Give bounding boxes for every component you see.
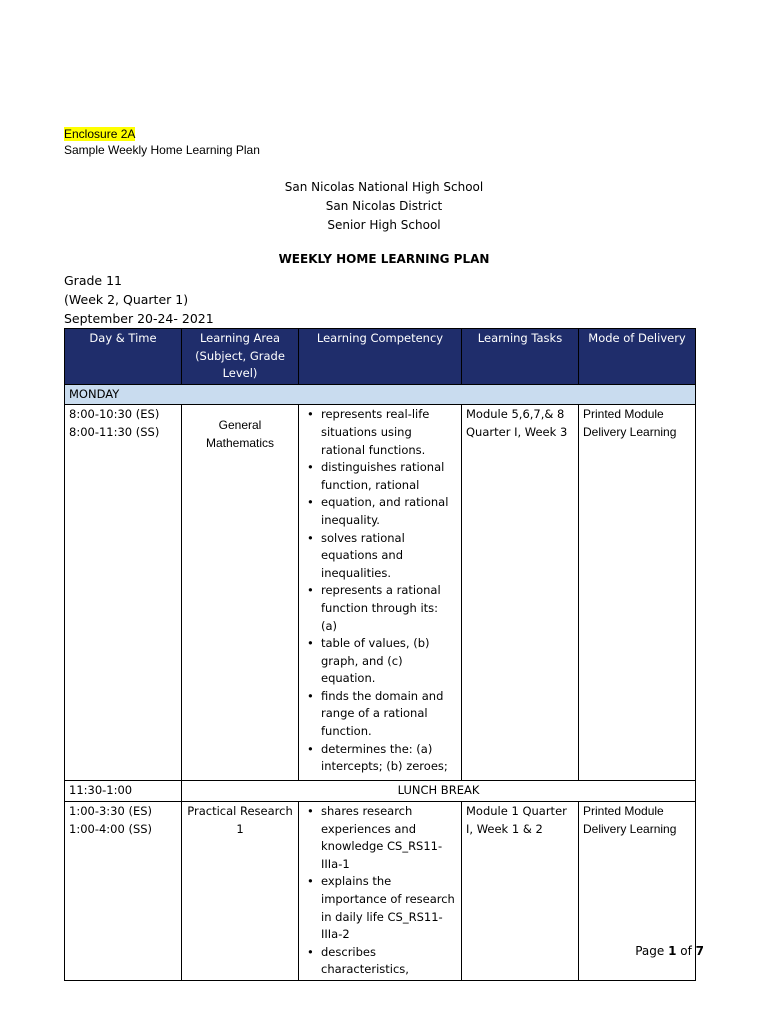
competency-item: • equation, and rational inequality. [303, 494, 457, 529]
competency-item: • determines the: (a) intercepts; (b) zeroes; [303, 741, 457, 776]
time-es: 1:00-3:30 (ES) [69, 803, 152, 818]
mode-of-delivery-cell: Printed Module Delivery Learning [579, 405, 696, 781]
competency-cell [299, 801, 462, 980]
day-label: MONDAY [65, 384, 696, 405]
sample-title: Sample Weekly Home Learning Plan [64, 143, 260, 157]
competency-item: • finds the domain and range of a rational function. [303, 688, 457, 741]
time-ss: 1:00-4:00 (SS) [69, 821, 153, 836]
time-cell [65, 405, 182, 781]
lunch-time: 11:30-1:00 [65, 781, 182, 802]
date-range: September 20-24- 2021 [64, 311, 214, 326]
mode-of-delivery-cell: Printed Module Delivery Learning [579, 801, 696, 980]
learning-tasks-cell: Module 1 Quarter I, Week 1 & 2 [462, 801, 579, 980]
school-district: San Nicolas District [325, 199, 443, 213]
table-row [65, 405, 696, 781]
competency-item: • represents a rational function through its: (a) [303, 582, 457, 635]
competency-item: • explains the importance of research in daily life CS_RS11- IIIa-2 [303, 873, 457, 943]
time-es: 8:00-10:30 (ES) [69, 407, 160, 422]
competency-item: • shares research experiences and knowledge CS_RS11-IIIa-1 [303, 803, 457, 873]
competency-item: • describes characteristics, [303, 944, 457, 979]
lunch-label: LUNCH BREAK [182, 781, 696, 802]
page-number: Page 1 of 7 [635, 944, 704, 958]
time-cell [65, 801, 182, 980]
lunch-row [65, 781, 696, 802]
school-level: Senior High School [327, 218, 441, 232]
header-day-time: Day & Time [65, 329, 182, 385]
current-page: 1 [668, 944, 677, 958]
header-mode-of-delivery: Mode of Delivery [579, 329, 696, 385]
time-ss: 8:00-11:30 (SS) [69, 424, 160, 439]
header-learning-area: Learning Area (Subject, Grade Level) [182, 329, 299, 385]
header-learning-tasks: Learning Tasks [462, 329, 579, 385]
competency-item: • solves rational equations and inequalities. [303, 530, 457, 583]
competency-item: • table of values, (b) graph, and (c) equation. [303, 635, 457, 688]
table-header-row [65, 329, 696, 385]
table-row [65, 801, 696, 980]
total-pages: 7 [695, 944, 704, 958]
header-learning-competency: Learning Competency [299, 329, 462, 385]
competency-item: • represents real-life situations using rational functions. [303, 406, 457, 459]
learning-plan-table [64, 328, 696, 981]
learning-area-cell: Practical Research 1 [182, 801, 299, 980]
school-header [0, 178, 768, 235]
grade: Grade 11 [64, 273, 122, 288]
competency-cell [299, 405, 462, 781]
enclosure-label: Enclosure 2A [64, 127, 136, 141]
day-row [65, 384, 696, 405]
school-name: San Nicolas National High School [284, 180, 484, 194]
plan-title: WEEKLY HOME LEARNING PLAN [278, 252, 490, 266]
competency-item: • distinguishes rational function, rational [303, 459, 457, 494]
week-quarter: (Week 2, Quarter 1) [64, 292, 189, 307]
learning-tasks-cell: Module 5,6,7,& 8 Quarter I, Week 3 [462, 405, 579, 781]
learning-area-cell: General Mathematics [182, 405, 299, 781]
grade-block [64, 271, 214, 328]
